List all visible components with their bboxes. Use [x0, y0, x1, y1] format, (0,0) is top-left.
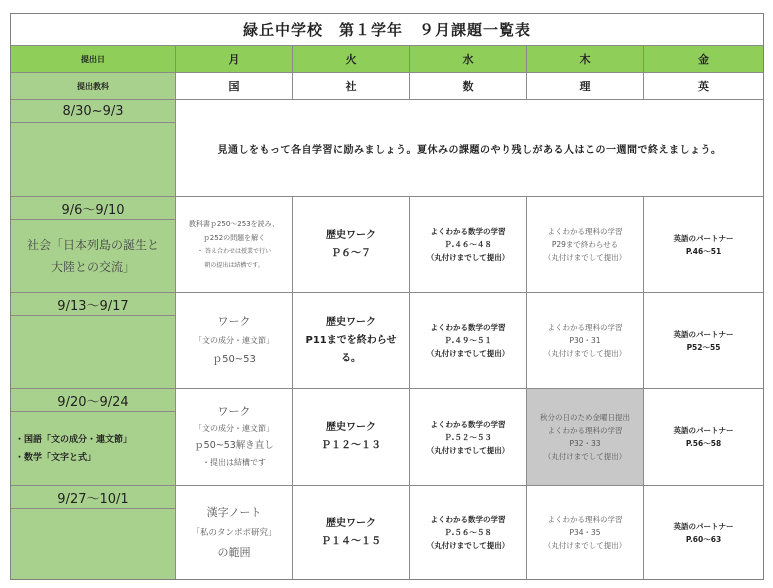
- task-line: P.46～51: [685, 246, 722, 256]
- task-line: （丸付けまでして提出）: [426, 541, 510, 550]
- task-line: よくわかる数学の学習: [430, 227, 506, 236]
- task-line: る。: [341, 352, 361, 364]
- task-line: Ｐ６～７: [331, 247, 371, 259]
- task-tue: [293, 486, 410, 579]
- task-line: ・ 答え合わせは授業で行い: [197, 247, 271, 255]
- submit-subject-label: 提出教科: [11, 73, 176, 100]
- week-date: 9/13～9/17: [11, 293, 176, 316]
- task-line: 英語のパートナー: [673, 329, 734, 339]
- task-line: 「文の成分・連文節」: [194, 336, 274, 345]
- task-line: 「文の成分・連文節」: [194, 424, 274, 433]
- task-wed: [410, 293, 527, 389]
- task-fri: [644, 486, 763, 579]
- task-line: ｐ252の問題を解く: [202, 233, 266, 242]
- task-line: よくわかる理科の学習: [547, 426, 623, 435]
- week-date: 8/30~9/3: [11, 100, 176, 123]
- task-tue: [293, 389, 410, 486]
- week-notice: 見通しをもって各自学習に励みましょう。夏休みの課題のやり残しがある人はこの一週間で終えましょう。: [176, 100, 763, 197]
- note-line: 社会「日本列島の誕生と: [26, 238, 159, 252]
- task-line: （丸付けまでして提出）: [426, 445, 510, 455]
- task-line: よくわかる数学の学習: [430, 323, 506, 332]
- task-line: P11までを終わらせ: [305, 334, 397, 346]
- task-mon: [176, 389, 293, 486]
- task-line: （丸付けまでして提出）: [543, 452, 627, 461]
- task-line: 「私のタンポポ研究」: [191, 527, 277, 538]
- task-line: ｐ50~53: [212, 354, 256, 365]
- task-line: Ｐ.４６～４８: [444, 240, 492, 249]
- day-fri: 金: [644, 46, 763, 73]
- week-date: 9/6～9/10: [11, 197, 176, 220]
- task-wed: [410, 197, 527, 293]
- task-line: ・提出は結構です: [202, 458, 266, 467]
- task-line: Ｐ１４～１５: [321, 535, 381, 547]
- task-line: よくわかる数学の学習: [430, 419, 506, 429]
- task-line: 歴史ワーク: [326, 517, 376, 529]
- task-line: の範囲: [217, 545, 251, 559]
- task-thu: [527, 293, 644, 389]
- task-mon: [176, 486, 293, 579]
- week-note: [11, 123, 176, 197]
- task-line: P.56～58: [685, 439, 722, 448]
- task-thu: [527, 389, 644, 486]
- task-line: 英語のパートナー: [673, 521, 734, 531]
- subject-fri: 英: [644, 73, 763, 100]
- day-mon: 月: [176, 46, 293, 73]
- subject-thu: 理: [527, 73, 644, 100]
- task-line: 朝の提出は結構です。: [204, 261, 264, 269]
- task-line: P.60～63: [685, 534, 722, 544]
- task-line: （丸付けまでして提出）: [543, 349, 627, 358]
- task-thu: [527, 197, 644, 293]
- note-line: 大陸との交流」: [50, 260, 135, 274]
- subject-mon: 国: [176, 73, 293, 100]
- task-fri: [644, 293, 763, 389]
- task-line: ワーク: [217, 315, 251, 328]
- task-line: ｐ50~53解き直し: [194, 440, 274, 451]
- day-wed: 水: [410, 46, 527, 73]
- week-note: [11, 412, 176, 486]
- task-line: P34・35: [569, 528, 601, 537]
- task-line: 英語のパートナー: [673, 233, 734, 243]
- task-line: よくわかる数学の学習: [430, 515, 506, 524]
- task-line: 歴史ワーク: [326, 422, 376, 433]
- task-line: 歴史ワーク: [326, 229, 376, 241]
- task-fri: [644, 389, 763, 486]
- week-note: [11, 220, 176, 293]
- task-line: 教科書ｐ250～253を読み、: [188, 219, 280, 228]
- task-line: よくわかる理科の学習: [547, 323, 623, 332]
- task-fri: [644, 197, 763, 293]
- task-line: P52～55: [686, 342, 721, 352]
- task-line: （丸付けまでして提出）: [426, 349, 510, 358]
- task-line: 英語のパートナー: [673, 426, 734, 435]
- week-note: [11, 316, 176, 389]
- week-date: 9/20～9/24: [11, 389, 176, 412]
- task-line: P32・33: [569, 439, 601, 448]
- task-mon: [176, 197, 293, 293]
- subject-wed: 数: [410, 73, 527, 100]
- task-line: （丸付けまでして提出）: [426, 253, 510, 262]
- task-line: Ｐ１２～１３: [321, 440, 381, 451]
- day-tue: 火: [293, 46, 410, 73]
- task-line: 秋分の日のため金曜日提出: [540, 413, 630, 422]
- task-wed: [410, 486, 527, 579]
- task-line: （丸付けまでして提出）: [543, 253, 627, 262]
- subject-tue: 社: [293, 73, 410, 100]
- task-line: Ｐ.４９～５１: [444, 336, 492, 345]
- task-line: 歴史ワーク: [326, 316, 376, 328]
- task-line: Ｐ.５６～５８: [444, 528, 492, 537]
- submit-day-label: 提出日: [11, 46, 176, 73]
- task-thu: [527, 486, 644, 579]
- task-line: 漢字ノート: [206, 505, 262, 519]
- task-line: ワーク: [217, 405, 251, 418]
- task-line: よくわかる理科の学習: [547, 227, 623, 236]
- task-line: （丸付けまでして提出）: [543, 541, 627, 550]
- task-line: よくわかる理科の学習: [547, 515, 623, 524]
- task-tue: [293, 197, 410, 293]
- task-mon: [176, 293, 293, 389]
- task-line: P29まで終わらせる: [551, 240, 619, 249]
- note-line: ・数学「文字と式」: [15, 452, 97, 463]
- week-note: [11, 509, 176, 579]
- task-line: Ｐ.５２～５３: [444, 432, 492, 442]
- table-title: 緑丘中学校 第１学年 ９月課題一覧表: [11, 14, 763, 46]
- schedule-table: [10, 13, 764, 580]
- task-wed: [410, 389, 527, 486]
- task-line: P30・31: [569, 336, 601, 345]
- week-date: 9/27～10/1: [11, 486, 176, 509]
- task-tue: [293, 293, 410, 389]
- note-line: ・国語「文の成分・連文節」: [15, 434, 133, 445]
- day-thu: 木: [527, 46, 644, 73]
